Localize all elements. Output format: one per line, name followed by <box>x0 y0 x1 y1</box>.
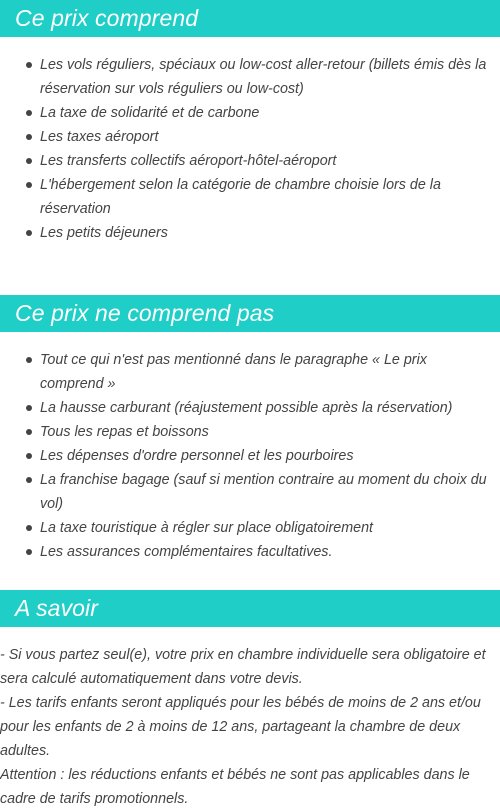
info-section-title: A savoir <box>15 595 99 621</box>
list-item: Les petits déjeuners <box>0 221 500 245</box>
info-paragraph: - Les tarifs enfants seront appliqués pour les bébés de moins de 2 ans et/ou pour les enfants de 2 à moins de 12 ans, partageant la chambre de deux adultes. <box>0 695 481 759</box>
list-item: L'hébergement selon la catégorie de chambre choisie lors de la réservation <box>0 173 500 221</box>
included-section-title: Ce prix comprend <box>15 5 199 31</box>
list-item: Les assurances complémentaires facultatives. <box>0 540 500 564</box>
list-item: Les taxes aéroport <box>0 125 500 149</box>
info-section-header <box>0 590 500 627</box>
list-item: Les transferts collectifs aéroport-hôtel-aéroport <box>0 149 500 173</box>
excluded-list <box>0 348 500 564</box>
list-item: Tous les repas et boissons <box>0 420 500 444</box>
included-section-header <box>0 0 500 37</box>
list-item: La hausse carburant (réajustement possible après la réservation) <box>0 396 500 420</box>
list-item: Tout ce qui n'est pas mentionné dans le paragraphe « Le prix comprend » <box>0 348 500 396</box>
excluded-section-title: Ce prix ne comprend pas <box>15 300 275 326</box>
list-item: La taxe de solidarité et de carbone <box>0 101 500 125</box>
list-item: Les vols réguliers, spéciaux ou low-cost aller-retour (billets émis dès la réservation sur vols réguliers ou low-cost) <box>0 53 500 101</box>
list-item: La franchise bagage (sauf si mention contraire au moment du choix du vol) <box>0 468 500 516</box>
info-paragraph: Attention : les réductions enfants et bébés ne sont pas applicables dans le cadre de tarifs promotionnels. <box>0 767 470 807</box>
info-notes <box>0 643 500 811</box>
list-item: Les dépenses d'ordre personnel et les pourboires <box>0 444 500 468</box>
included-list <box>0 53 500 245</box>
info-paragraph: - Si vous partez seul(e), votre prix en chambre individuelle sera obligatoire et sera calculé automatiquement dans votre devis. <box>0 647 486 687</box>
list-item: La taxe touristique à régler sur place obligatoirement <box>0 516 500 540</box>
excluded-section-header <box>0 295 500 332</box>
